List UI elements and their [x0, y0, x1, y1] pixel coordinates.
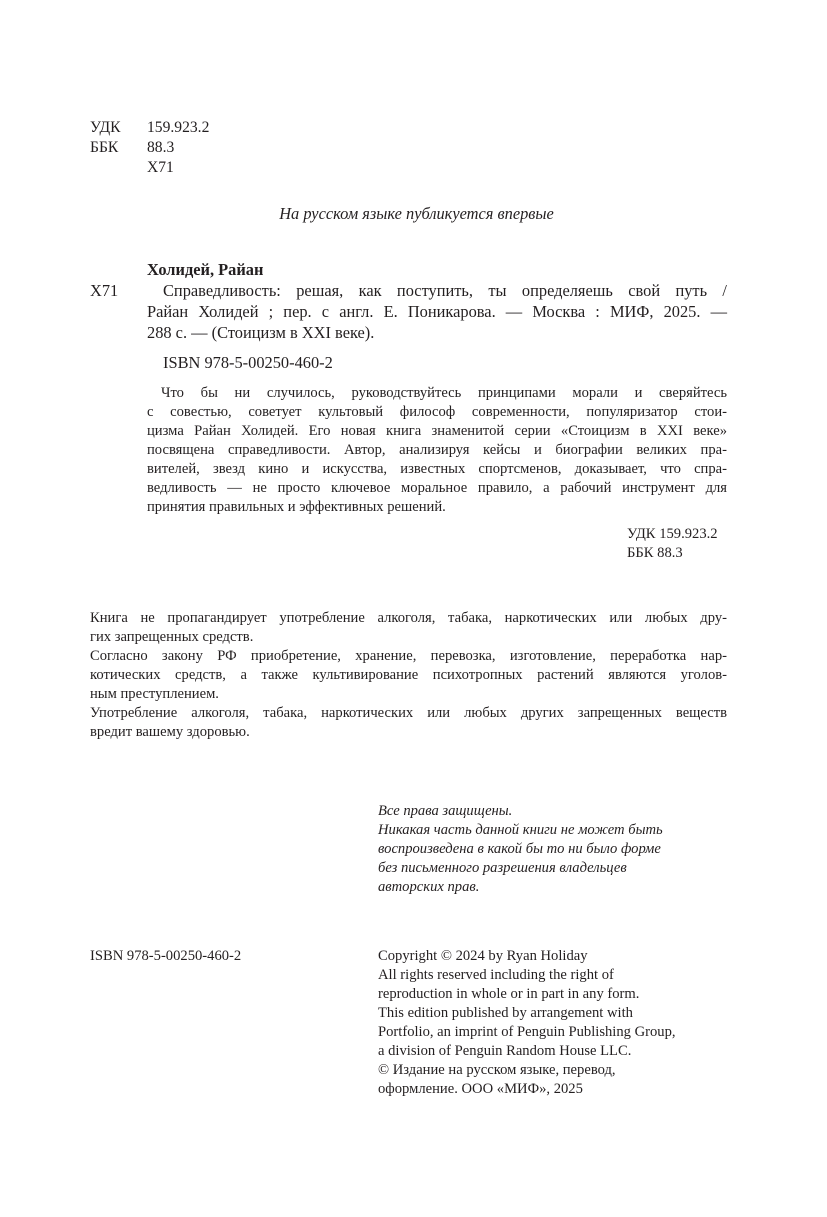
copyright-line: All rights reserved including the right of	[378, 967, 614, 983]
warning-line: Книга не пропагандирует употребление алкоголя, табака, наркотических или любых дру-	[90, 610, 727, 626]
copyright-line: оформление. ООО «МИФ», 2025	[378, 1081, 583, 1097]
warning-line: ным преступлением.	[90, 686, 219, 702]
copyright-line: Copyright © 2024 by Ryan Holiday	[378, 948, 588, 964]
bbk-label: ББК	[90, 139, 119, 156]
record-description-cont	[147, 302, 727, 343]
footer-isbn: ISBN 978-5-00250-460-2	[90, 948, 242, 964]
annotation-line: с совестью, советует культовый философ современности, популяризатор стои-	[147, 404, 727, 420]
udk-label: УДК	[90, 119, 121, 136]
annotation-line: Что бы ни случилось, руководствуйтесь принципами морали и сверяйтесь	[161, 385, 727, 401]
rights-line: воспроизведена в какой бы то ни было форме	[378, 841, 661, 857]
record-isbn: ISBN 978-5-00250-460-2	[163, 353, 333, 372]
warning-line: Употребление алкоголя, табака, наркотических или любых других запрещенных веществ	[90, 705, 727, 721]
record-bbk: ББК 88.3	[627, 545, 683, 561]
author-mark: Х71	[147, 159, 174, 176]
warning-line: вредит вашему здоровью.	[90, 724, 250, 740]
record-udk: УДК 159.923.2	[627, 526, 718, 542]
bbk-value: 88.3	[147, 139, 175, 156]
first-publication-note: На русском языке публикуется впервые	[279, 204, 554, 223]
annotation-line: цизма Райан Холидей. Его новая книга знаменитой серии «Стоицизм в XXI веке»	[147, 423, 727, 439]
copyright-line: This edition published by arrangement with	[378, 1005, 633, 1021]
warning-line: Согласно закону РФ приобретение, хранение, перевозка, изготовление, переработка нар-	[90, 648, 727, 664]
copyright-line: a division of Penguin Random House LLC.	[378, 1043, 632, 1059]
warnings-block	[90, 609, 727, 742]
copyright-line: reproduction in whole or in part in any form.	[378, 986, 640, 1002]
rights-line: авторских прав.	[378, 879, 480, 895]
udk-value: 159.923.2	[147, 119, 210, 136]
annotation-line: ведливость — не просто ключевое моральное правило, а рабочий инструмент для	[147, 480, 727, 496]
record-description	[163, 281, 727, 301]
description-line: Справедливость: решая, как поступить, ты определяешь свой путь /	[163, 281, 727, 300]
rights-line: Никакая часть данной книги не может быть	[378, 822, 663, 838]
rights-line: без письменного разрешения владельцев	[378, 860, 627, 876]
annotation	[147, 384, 727, 517]
copyright-line: © Издание на русском языке, перевод,	[378, 1062, 616, 1078]
annotation-line: вителей, звезд кино и искусства, известных спортсменов, доказывает, что спра-	[147, 461, 727, 477]
rights-line: Все права защищены.	[378, 803, 513, 819]
annotation-line: посвящена справедливости. Автор, анализируя кейсы и биографии великих пра-	[147, 442, 727, 458]
copyright-line: Portfolio, an imprint of Penguin Publishing Group,	[378, 1024, 676, 1040]
annotation-line: принятия правильных и эффективных решений.	[147, 499, 446, 515]
copyright-block	[378, 947, 676, 1099]
record-author: Холидей, Райан	[147, 260, 264, 279]
description-line: Райан Холидей ; пер. с англ. Е. Поникарова. — Москва : МИФ, 2025. —	[147, 302, 727, 321]
description-line: 288 с. — (Стоицизм в XXI веке).	[147, 323, 375, 342]
warning-line: гих запрещенных средств.	[90, 629, 254, 645]
warning-line: котических средств, а также культивирование психотропных растений являются уголов-	[90, 667, 727, 683]
rights-notice	[378, 802, 663, 897]
record-mark: Х71	[90, 281, 119, 300]
